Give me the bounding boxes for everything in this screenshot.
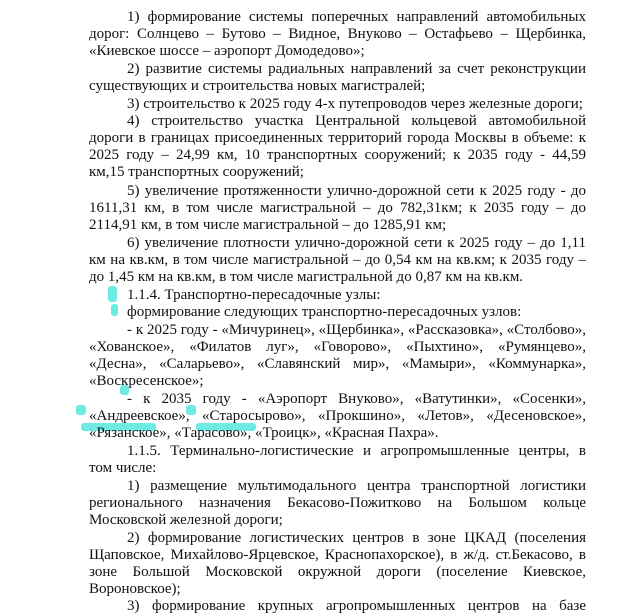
text-line-22: «Воскресенское»; bbox=[89, 373, 204, 389]
text-line-7: 4) строительство участка Центральной кольцевой автомобильной bbox=[127, 113, 586, 129]
text-line-14: 6) увеличение плотности улично-дорожной сети к 2025 году – до 1,11 bbox=[127, 235, 586, 251]
section-heading-1-1-4: 1.1.4. Транспортно-пересадочные узлы: bbox=[127, 287, 381, 303]
text-line-29: регионального назначения Бекасово-Пожитково на Большом кольце bbox=[89, 495, 586, 511]
text-line-9: 2025 году – 24,99 км, 10 транспортных сооружений; к 2035 году - 44,59 bbox=[89, 147, 586, 163]
text-line-28: 1) размещение мультимодального центра транспортной логистики bbox=[127, 478, 586, 494]
text-line-25: «Рязанское», «Тарасово», «Троицк», «Красная Пахра». bbox=[89, 425, 439, 441]
text-line-16: до 1,45 км на кв.км, в том числе магистральной до 0,87 км на кв.км. bbox=[89, 269, 524, 285]
text-line-8: дороги в границах присоединенных территорий города Москвы в объеме: к bbox=[89, 130, 586, 146]
text-line-21: «Десна», «Саларьево», «Славянский мир», «Мамыри», «Коммунарка», bbox=[89, 356, 586, 372]
highlighter-mark bbox=[111, 304, 118, 316]
section-heading-1-1-5: 1.1.5. Терминально-логистические и агропромышленные центры, в bbox=[127, 443, 586, 459]
text-line-35: 3) формирование крупных агропромышленных центров на базе bbox=[127, 598, 586, 614]
text-line-23: - к 2035 году - «Аэропорт Внуково», «Ватутинки», «Сосенки», bbox=[127, 391, 586, 407]
text-line-13: 2114,91 км, в том числе магистральной – до 1285,91 км; bbox=[89, 217, 447, 233]
text-line-24: «Андреевское», «Старосырово», «Прокшино», «Летов», «Десеновское», bbox=[89, 408, 586, 424]
highlighter-mark bbox=[108, 286, 117, 302]
text-line-18: формирование следующих транспортно-пересадочных узлов: bbox=[127, 304, 522, 320]
text-line-4: 2) развитие системы радиальных направлений за счет реконструкции bbox=[127, 61, 586, 77]
text-line-11: 5) увеличение протяженности улично-дорожной сети к 2025 году - до bbox=[127, 183, 586, 199]
text-line-10: км,15 транспортных сооружений; bbox=[89, 164, 304, 180]
text-line-15: км на кв.км, в том числе магистральной – до 0,54 км на кв.км; к 2035 году – bbox=[89, 252, 586, 268]
text-line-34: Вороновское); bbox=[89, 581, 181, 597]
text-line-33: зоне Большой Московской окружной дороги (поселение Киевское, bbox=[89, 564, 586, 580]
text-line-19: - к 2025 году - «Мичуринец», «Щербинка», «Рассказовка», «Столбово», bbox=[127, 322, 586, 338]
text-line-5: существующих и строительства новых магистралей; bbox=[89, 78, 426, 94]
text-line-6: 3) строительство к 2025 году 4-х путепроводов через железные дороги; bbox=[127, 96, 583, 112]
text-line-32: Щаповское, Михайлово-Ярцевское, Краснопахорское), в ж/д. ст.Бекасово, в bbox=[89, 547, 586, 563]
text-line-12: 1611,31 км, в том числе магистральной – до 782,31км; к 2035 году – до bbox=[89, 200, 586, 216]
highlighter-mark bbox=[76, 405, 86, 415]
text-line-30: Московской железной дороги; bbox=[89, 512, 283, 528]
text-line-1: 1) формирование системы поперечных направлений автомобильных bbox=[127, 9, 586, 25]
text-line-3: «Киевское шоссе – аэропорт Домодедово»; bbox=[89, 43, 365, 59]
text-line-2: дорог: Солнцево – Бутово – Видное, Внуково – Остафьево – Щербинка, bbox=[89, 26, 586, 42]
text-line-20: «Хованское», «Филатов луг», «Говорово», «Пыхтино», «Румянцево», bbox=[89, 339, 586, 355]
text-line-31: 2) формирование логистических центров в зоне ЦКАД (поселения bbox=[127, 530, 586, 546]
text-line-27: том числе: bbox=[89, 460, 157, 476]
